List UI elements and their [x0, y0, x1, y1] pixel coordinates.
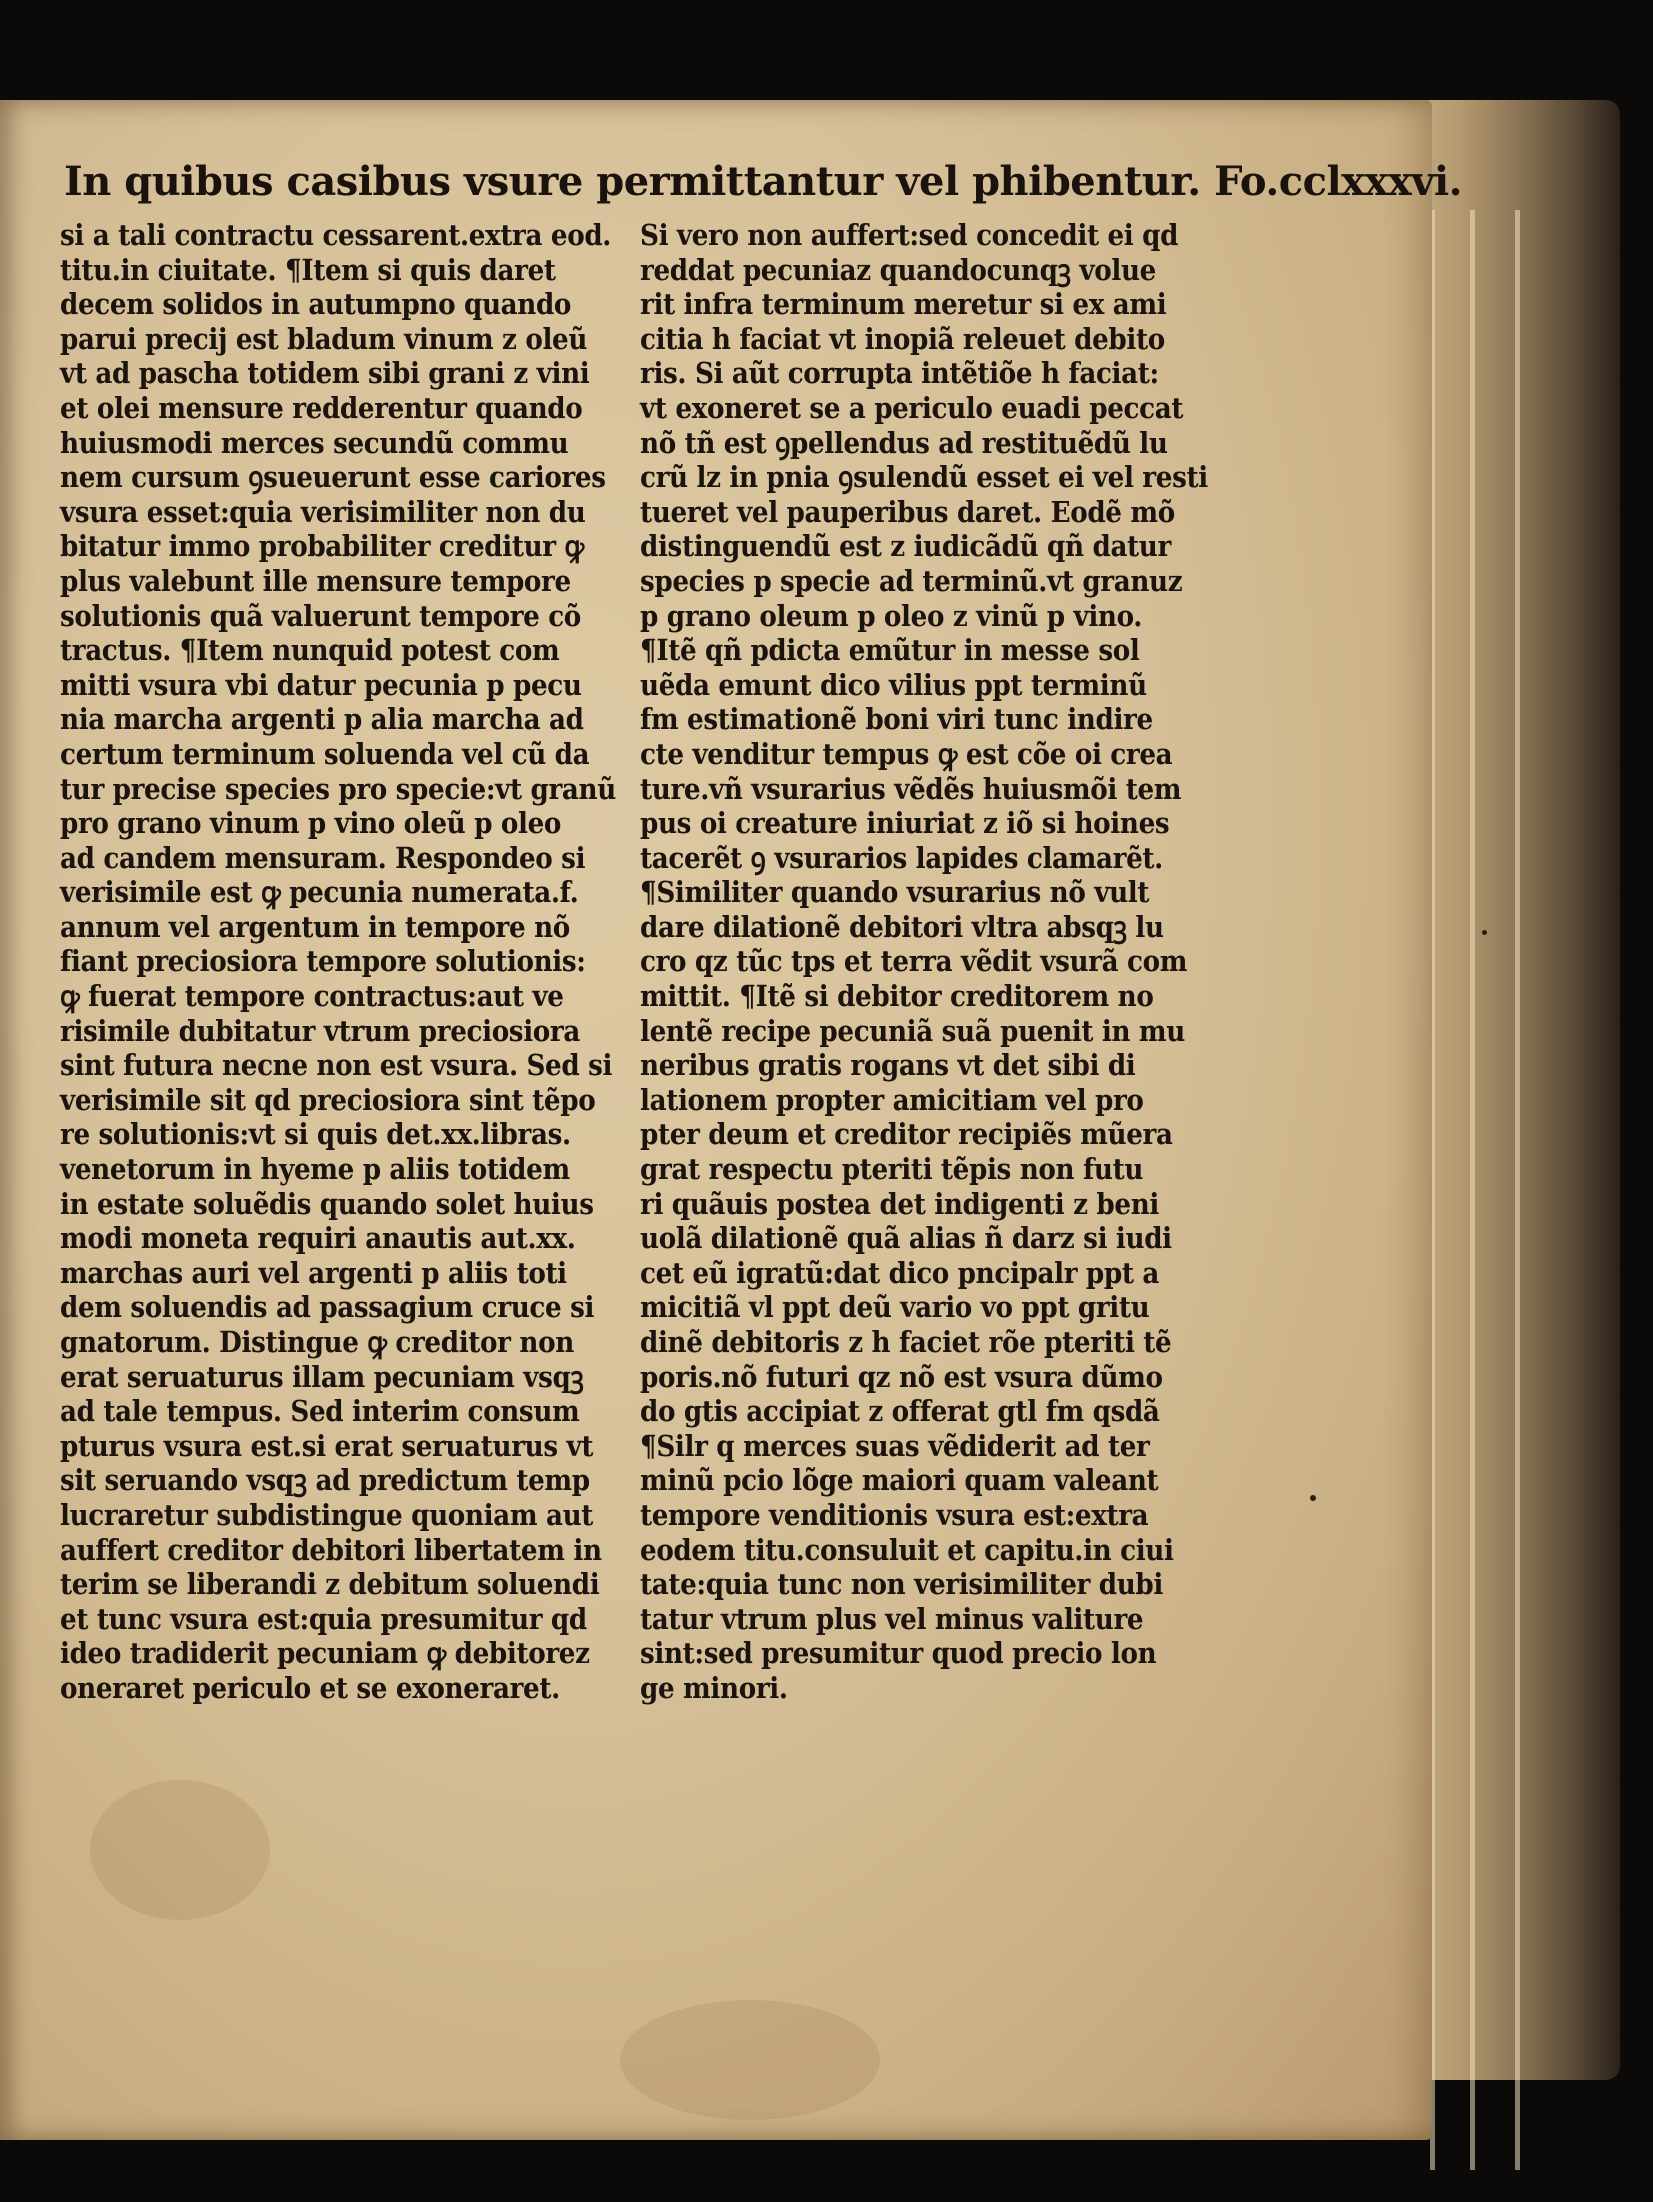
left-text-column: [60, 218, 621, 1706]
text-line: cro qz tũc tps et terra vẽdit vsurã com: [640, 944, 1188, 979]
text-line: auffert creditor debitori libertatem in: [60, 1532, 602, 1567]
text-line: parui precij est bladum vinum z oleũ: [60, 321, 588, 356]
text-line: ad tale tempus. Sed interim consum: [60, 1394, 580, 1429]
text-line: pus oi creature iniuriat z iõ si hoines: [640, 806, 1170, 841]
text-line: in estate soluẽdis quando solet huius: [60, 1186, 594, 1221]
text-line: lentẽ recipe pecuniã suã puenit in mu: [640, 1013, 1186, 1048]
foxing-stain: [620, 2000, 880, 2120]
text-line: ris. Si aũt corrupta intẽtiõe h faciat:: [640, 356, 1159, 391]
text-line: verisimile est ꝙ pecunia numerata.f.: [60, 875, 579, 910]
text-line: ¶Similiter quando vsurarius nõ vult: [640, 875, 1150, 910]
text-line: modi moneta requiri anautis aut.xx.: [60, 1221, 576, 1256]
text-line: ge minori.: [640, 1670, 788, 1705]
text-line: tur precise species pro specie:vt granũ: [60, 771, 616, 806]
text-line: dare dilationẽ debitori vltra absqꝫ lu: [640, 909, 1164, 944]
page-edge: [1515, 210, 1520, 2170]
text-line: nia marcha argenti p alia marcha ad: [60, 702, 584, 737]
text-line: oneraret periculo et se exoneraret.: [60, 1670, 560, 1705]
text-line: ¶Itẽ qñ pdicta emũtur in messe sol: [640, 633, 1140, 668]
text-line: ¶Silr q merces suas vẽdiderit ad ter: [640, 1428, 1150, 1463]
text-line: certum terminum soluenda vel cũ da: [60, 736, 590, 771]
text-line: distinguendũ est z iudicãdũ qñ datur: [640, 529, 1171, 564]
text-line: nem cursum ꝯsueuerunt esse cariores: [60, 460, 606, 495]
page-edge: [1470, 210, 1475, 2170]
text-line: dem soluendis ad passagium cruce si: [60, 1290, 595, 1325]
text-line: ꝙ fuerat tempore contractus:aut ve: [60, 979, 564, 1014]
text-line: p grano oleum p oleo z vinũ p vino.: [640, 598, 1143, 633]
text-line: rit infra terminum meretur si ex ami: [640, 287, 1167, 322]
text-line: annum vel argentum in tempore nõ: [60, 909, 570, 944]
book-page: [0, 100, 1463, 2140]
text-line: do gtis accipiat z offerat gtl fm qsdã: [640, 1394, 1160, 1429]
text-line: sit seruando vsqꝫ ad predictum temp: [60, 1463, 590, 1498]
text-line: re solutionis:vt si quis det.xx.libras.: [60, 1117, 571, 1152]
text-line: cte venditur tempus ꝙ est cõe oi crea: [640, 736, 1173, 771]
text-line: fm estimationẽ boni viri tunc indire: [640, 702, 1153, 737]
ink-speck: [1482, 930, 1487, 935]
text-line: citia h faciat vt inopiã releuet debito: [640, 321, 1165, 356]
text-line: marchas auri vel argenti p aliis toti: [60, 1255, 567, 1290]
ink-speck: [1310, 1495, 1316, 1501]
text-line: ad candem mensuram. Respondeo si: [60, 840, 586, 875]
text-line: Si vero non auffert:sed concedit ei qd: [640, 218, 1179, 252]
text-line: terim se liberandi z debitum soluendi: [60, 1567, 600, 1602]
text-line: lucraretur subdistingue quoniam aut: [60, 1497, 594, 1532]
text-line: neribus gratis rogans vt det sibi di: [640, 1048, 1136, 1083]
text-line: vt exoneret se a periculo euadi peccat: [640, 390, 1184, 425]
text-line: pturus vsura est.si erat seruaturus vt: [60, 1428, 594, 1463]
text-line: verisimile sit qd preciosiora sint tẽpo: [60, 1082, 596, 1117]
text-line: uolã dilationẽ quã alias ñ darz si iudi: [640, 1221, 1172, 1256]
running-title: In quibus casibus vsure permittantur vel phibentur. Fo.cclxxxvi.: [64, 158, 1463, 205]
text-line: sint futura necne non est vsura. Sed si: [60, 1048, 613, 1083]
text-line: et olei mensure redderentur quando: [60, 390, 583, 425]
text-line: si a tali contractu cessarent.extra eod.: [60, 218, 612, 252]
right-text-column: [640, 218, 1210, 1706]
text-line: vsura esset:quia verisimiliter non du: [60, 494, 586, 529]
text-line: titu.in ciuitate. ¶Item si quis daret: [60, 252, 556, 287]
text-line: tueret vel pauperibus daret. Eodẽ mõ: [640, 494, 1175, 529]
text-line: pro grano vinum p vino oleũ p oleo: [60, 806, 562, 841]
text-line: ideo tradiderit pecuniam ꝙ debitorez: [60, 1636, 590, 1671]
text-line: tempore venditionis vsura est:extra: [640, 1497, 1149, 1532]
text-line: mittit. ¶Itẽ si debitor creditorem no: [640, 979, 1154, 1014]
foxing-stain: [90, 1780, 270, 1920]
text-line: micitiã vl ppt deũ vario vo ppt gritu: [640, 1290, 1150, 1325]
text-line: uẽda emunt dico vilius ppt terminũ: [640, 667, 1147, 702]
text-line: solutionis quã valuerunt tempore cõ: [60, 598, 581, 633]
text-line: cet eũ igratũ:dat dico pncipalr ppt a: [640, 1255, 1159, 1290]
text-line: ri quãuis postea det indigenti z beni: [640, 1186, 1159, 1221]
text-line: tatur vtrum plus vel minus valiture: [640, 1601, 1144, 1636]
text-line: eodem titu.consuluit et capitu.in ciui: [640, 1532, 1174, 1567]
text-line: species p specie ad terminũ.vt granuz: [640, 563, 1183, 598]
text-line: tacerẽt ꝯ vsurarios lapides clamarẽt.: [640, 840, 1163, 875]
text-line: vt ad pascha totidem sibi grani z vini: [60, 356, 590, 391]
text-line: tate:quia tunc non verisimiliter dubi: [640, 1567, 1163, 1602]
text-line: gnatorum. Distingue ꝙ creditor non: [60, 1325, 574, 1359]
text-line: minũ pcio lõge maiori quam valeant: [640, 1463, 1159, 1498]
text-line: mitti vsura vbi datur pecunia p pecu: [60, 667, 582, 702]
text-line: huiusmodi merces secundũ commu: [60, 425, 569, 460]
text-line: dinẽ debitoris z h faciet rõe pteriti tẽ: [640, 1325, 1172, 1359]
text-line: bitatur immo probabiliter creditur ꝙ: [60, 529, 584, 564]
text-line: lationem propter amicitiam vel pro: [640, 1082, 1144, 1117]
text-line: crũ lz in pnia ꝯsulendũ esset ei vel resti: [640, 460, 1208, 495]
text-line: plus valebunt ille mensure tempore: [60, 563, 571, 598]
text-line: decem solidos in autumpno quando: [60, 287, 572, 322]
text-line: venetorum in hyeme p aliis totidem: [60, 1152, 570, 1187]
text-line: et tunc vsura est:quia presumitur qd: [60, 1601, 587, 1636]
text-line: risimile dubitatur vtrum preciosiora: [60, 1013, 580, 1048]
text-line: nõ tñ est ꝯpellendus ad restituẽdũ lu: [640, 425, 1168, 460]
text-line: poris.nõ futuri qz nõ est vsura dũmo: [640, 1359, 1163, 1394]
text-line: erat seruaturus illam pecuniam vsqꝫ: [60, 1359, 584, 1394]
text-line: ture.vñ vsurarius vẽdẽs huiusmõi tem: [640, 771, 1182, 806]
text-line: sint:sed presumitur quod precio lon: [640, 1636, 1157, 1671]
text-line: pter deum et creditor recipiẽs mũera: [640, 1117, 1173, 1152]
text-line: fiant preciosiora tempore solutionis:: [60, 944, 586, 979]
text-line: tractus. ¶Item nunquid potest com: [60, 633, 560, 668]
text-line: reddat pecuniaz quandocunqꝫ volue: [640, 252, 1156, 287]
text-line: grat respectu pteriti tẽpis non futu: [640, 1152, 1144, 1187]
